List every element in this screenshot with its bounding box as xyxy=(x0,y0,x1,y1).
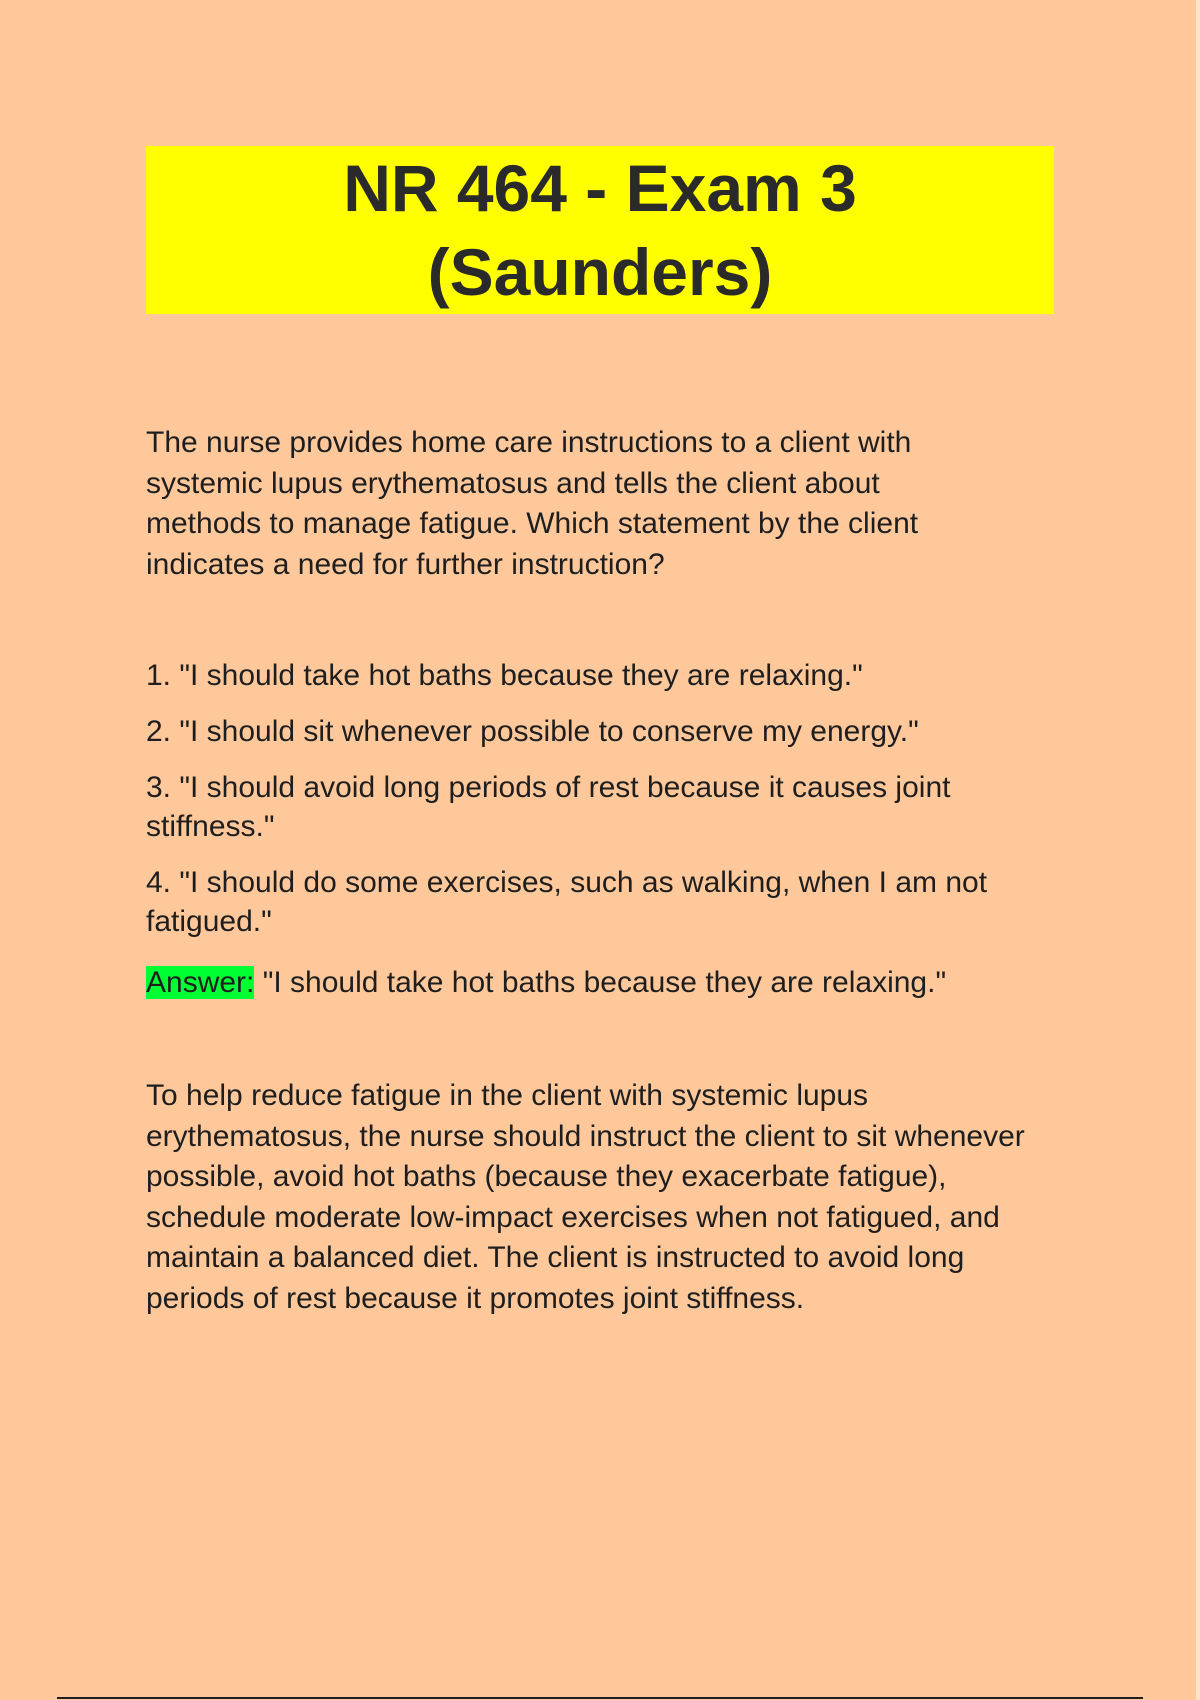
answer-text: "I should take hot baths because they are relaxing." xyxy=(254,966,947,999)
rationale-text: To help reduce fatigue in the client with systemic lupus erythematosus, the nurse should instruct the client to sit whenever possible, avoid hot baths (because they exacerbate fatigue), schedule moderate low-impact exercises when not fatigued, and maintain a balanced diet. The client is instructed to avoid long periods of rest because it promotes joint stiffness. xyxy=(146,1079,1025,1315)
answer-options xyxy=(146,656,1066,958)
page-edge xyxy=(1196,0,1200,1700)
document-title: NR 464 - Exam 3 (Saunders) xyxy=(343,151,857,309)
answer-line xyxy=(146,963,1066,1002)
title-banner xyxy=(146,146,1054,314)
option-1: 1. "I should take hot baths because they are relaxing." xyxy=(146,659,863,692)
option-3: 3. "I should avoid long periods of rest because it causes joint stiffness." xyxy=(146,771,951,843)
option-2: 2. "I should sit whenever possible to conserve my energy." xyxy=(146,715,919,748)
answer-label: Answer: xyxy=(146,966,255,999)
option-4: 4. "I should do some exercises, such as walking, when I am not fatigued." xyxy=(146,866,988,938)
footer-divider xyxy=(57,1697,1143,1699)
question-text: The nurse provides home care instructions to a client with systemic lupus erythematosus and tells the client about methods to manage fatigue. Which statement by the client indicates a need for further instruction? xyxy=(146,426,919,581)
